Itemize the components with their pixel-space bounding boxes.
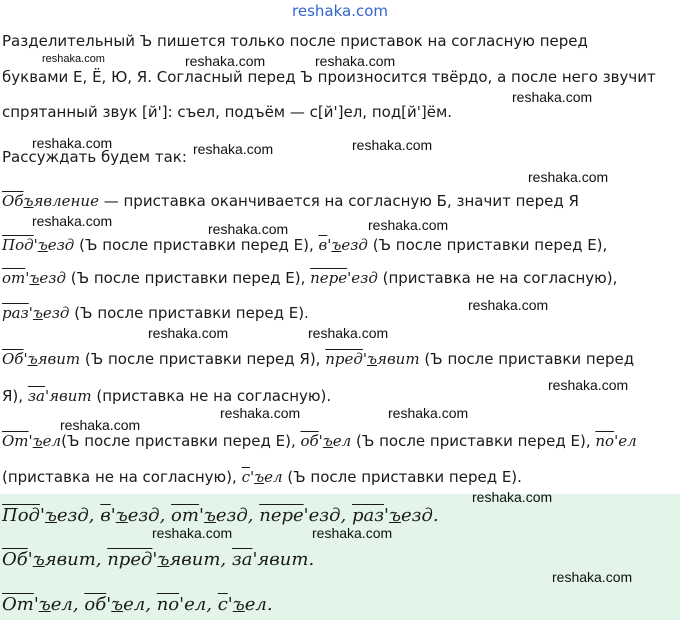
watermark: reshaka.com [548, 377, 629, 393]
word-predjavit: пред'ъявит [325, 350, 420, 368]
hard-sign: ъ [23, 192, 34, 210]
explanation: (приставка не на согласную). [91, 387, 332, 405]
intro-line-3: спрятанный звук [й']: съел, подъём — с[й']ел, под[й']ём. [2, 103, 453, 121]
watermark: reshaka.com [42, 53, 105, 65]
watermark: reshaka.com [152, 525, 233, 541]
prefix: Об [2, 350, 24, 368]
hard-sign: ъ [38, 594, 51, 615]
word-rest: явит [37, 350, 81, 368]
word-rest: ел [42, 432, 62, 450]
explanation: (Ъ после приставки перед Е), [351, 432, 596, 450]
watermark: reshaka.com [368, 217, 449, 233]
word-rest: ел [123, 594, 146, 615]
separator: , [72, 594, 85, 615]
prefix: об [300, 432, 319, 450]
word-rest: езд [351, 269, 378, 287]
answer-panel [0, 494, 680, 620]
word-poel: по'ел [595, 432, 637, 450]
word-rest: езд [215, 505, 248, 526]
hard-sign: ъ [157, 549, 170, 570]
prefix: от [2, 269, 26, 287]
explanation: — приставка оканчивается на согласную Б, значит перед Я [98, 192, 579, 210]
word-otjezd: от'ъезд [2, 269, 66, 287]
answer-word: пере'езд [259, 505, 341, 526]
hard-sign: ъ [232, 594, 245, 615]
prefix: с [217, 594, 228, 615]
example-line-sjel [2, 466, 678, 488]
prefix: в [100, 505, 111, 526]
answer-word: от'ъезд [171, 505, 248, 526]
explanation: Я), [2, 387, 28, 405]
hard-sign: ъ [388, 505, 401, 526]
prefix: за [231, 549, 253, 570]
explanation: (Ъ после приставки перед Е), [367, 236, 608, 254]
word-rest: езд [341, 236, 368, 254]
separator: , [340, 505, 352, 526]
prefix: пере [259, 505, 304, 526]
watermark: reshaka.com [468, 297, 549, 313]
word-rest: ел [244, 594, 267, 615]
prefix: от [171, 505, 199, 526]
prefix: по [156, 594, 180, 615]
example-line-objavit [2, 348, 678, 370]
word-rest: явит [169, 549, 221, 570]
watermark: reshaka.com [193, 141, 274, 157]
answer-word: От'ъел [2, 594, 73, 615]
intro-line-2: буквами Е, Ё, Ю, Я. Согласный перед Ъ произносится твёрдо, а после него звучит [2, 68, 656, 86]
answer-word: с'ъел [217, 594, 267, 615]
word-rest: езд [47, 236, 75, 254]
word-rest: езд [308, 505, 341, 526]
watermark: reshaka.com [512, 89, 593, 105]
watermark: reshaka.com [312, 525, 393, 541]
answer-row-2 [2, 548, 314, 572]
prefix: с [241, 468, 250, 486]
word-objel: об'ъел [300, 432, 352, 450]
word-rest: езд [39, 269, 66, 287]
hard-sign: ъ [111, 594, 124, 615]
word-rest: явит [49, 387, 92, 405]
example-line-otjel [2, 430, 678, 452]
watermark: reshaka.com [208, 221, 289, 237]
intro-line-1: Разделительный Ъ пишется только после приставок на согласную перед [2, 32, 588, 50]
example-line-otjezd [2, 267, 678, 289]
explanation: (Ъ после приставки перед Е), [65, 269, 311, 287]
separator: , [206, 594, 218, 615]
separator: , [247, 505, 260, 526]
separator: , [88, 505, 101, 526]
separator: , [220, 549, 232, 570]
explanation: (Ъ после приставки перед Е), [61, 432, 301, 450]
explanation: (Ъ после приставки перед Е), [74, 236, 319, 254]
hard-sign: ъ [203, 505, 216, 526]
separator: . [432, 505, 439, 526]
answer-word: в'ъезд [100, 505, 160, 526]
word-rest: ел [50, 594, 73, 615]
word-otjel: От'ъел [2, 432, 62, 450]
watermark: reshaka.com [472, 489, 553, 505]
hard-sign: ъ [44, 505, 57, 526]
word-razjezd: раз'ъезд [2, 304, 70, 322]
answer-word: раз'ъезд [351, 505, 433, 526]
hard-sign: ъ [115, 505, 128, 526]
watermark: reshaka.com [32, 213, 113, 229]
word-rest: ел [618, 432, 637, 450]
hard-sign: ъ [32, 549, 45, 570]
hard-sign: ъ [32, 432, 43, 450]
answer-word: по'ел [156, 594, 207, 615]
watermark: reshaka.com [220, 405, 301, 421]
answer-word: за'явит [231, 549, 309, 570]
hard-sign: ъ [37, 236, 48, 254]
prefix: пред [325, 350, 363, 368]
explanation: (Ъ после приставки перед [419, 350, 635, 368]
separator: , [95, 549, 108, 570]
word-zajavit: за'явит [27, 387, 92, 405]
word-podjezd: Под'ъезд [2, 236, 75, 254]
prefix: Под [2, 236, 34, 254]
word-rest: езд [127, 505, 160, 526]
word-rest: явление [33, 192, 99, 210]
answer-word: об'ъел [84, 594, 146, 615]
word-rest: езд [56, 505, 89, 526]
prefix: Об [2, 192, 24, 210]
intro-line-4: Рассуждать будем так: [2, 148, 187, 166]
prefix: раз [2, 304, 29, 322]
explanation: (Ъ после приставки перед Е). [69, 304, 309, 322]
watermark: reshaka.com [308, 325, 389, 341]
watermark: reshaka.com [60, 417, 141, 433]
hard-sign: ъ [322, 432, 333, 450]
word-rest: явит [377, 350, 420, 368]
watermark: reshaka.com [388, 405, 469, 421]
prefix: От [2, 432, 29, 450]
explanation: (приставка не на согласную), [2, 468, 242, 486]
word-rest: ел [184, 594, 207, 615]
word-rest: езд [42, 304, 70, 322]
prefix: Об [2, 549, 28, 570]
prefix: От [2, 594, 34, 615]
answer-word: Об'ъявит [2, 549, 96, 570]
prefix: по [595, 432, 615, 450]
word-pereezd: пере'езд [310, 269, 378, 287]
watermark: reshaka.com [185, 53, 266, 69]
hard-sign: ъ [29, 269, 40, 287]
prefix: об [84, 594, 107, 615]
explanation: (Ъ после приставки перед Я), [80, 350, 326, 368]
word-rest: ел [332, 432, 352, 450]
example-line-objavlenie [2, 190, 678, 212]
watermark: reshaka.com [32, 135, 113, 151]
example-line-podjezd [2, 234, 678, 256]
example-line-razjezd [2, 302, 678, 324]
separator: . [308, 549, 315, 570]
prefix: раз [351, 505, 385, 526]
prefix: пред [107, 549, 153, 570]
separator: . [266, 594, 273, 615]
word-vjezd: в'ъезд [318, 236, 368, 254]
separator: , [145, 594, 157, 615]
word-objavit: Об'ъявит [2, 350, 81, 368]
prefix: Под [2, 505, 40, 526]
watermark: reshaka.com [148, 325, 229, 341]
hard-sign: ъ [32, 304, 43, 322]
watermark: reshaka.com [528, 169, 609, 185]
prefix: в [318, 236, 328, 254]
site-title[interactable]: reshaka.com [292, 2, 388, 20]
hard-sign: ъ [27, 350, 38, 368]
watermark: reshaka.com [315, 53, 396, 69]
answer-word: Под'ъезд [2, 505, 89, 526]
hard-sign: ъ [331, 236, 342, 254]
word-objavlenie [2, 192, 99, 210]
hard-sign: ъ [254, 468, 265, 486]
hard-sign: ъ [367, 350, 378, 368]
explanation: (Ъ после приставки перед Е). [282, 468, 522, 486]
watermark: reshaka.com [352, 137, 433, 153]
word-sjel: с'ъел [241, 468, 283, 486]
prefix: за [27, 387, 45, 405]
prefix: пере [310, 269, 348, 287]
separator: , [159, 505, 172, 526]
answer-row-3 [2, 593, 273, 617]
explanation: (приставка не на согласную), [377, 269, 618, 287]
word-rest: явит [44, 549, 96, 570]
answer-word: пред'ъявит [107, 549, 221, 570]
word-rest: ел [264, 468, 283, 486]
word-rest: езд [400, 505, 433, 526]
word-rest: явит [257, 549, 309, 570]
watermark: reshaka.com [552, 569, 633, 585]
